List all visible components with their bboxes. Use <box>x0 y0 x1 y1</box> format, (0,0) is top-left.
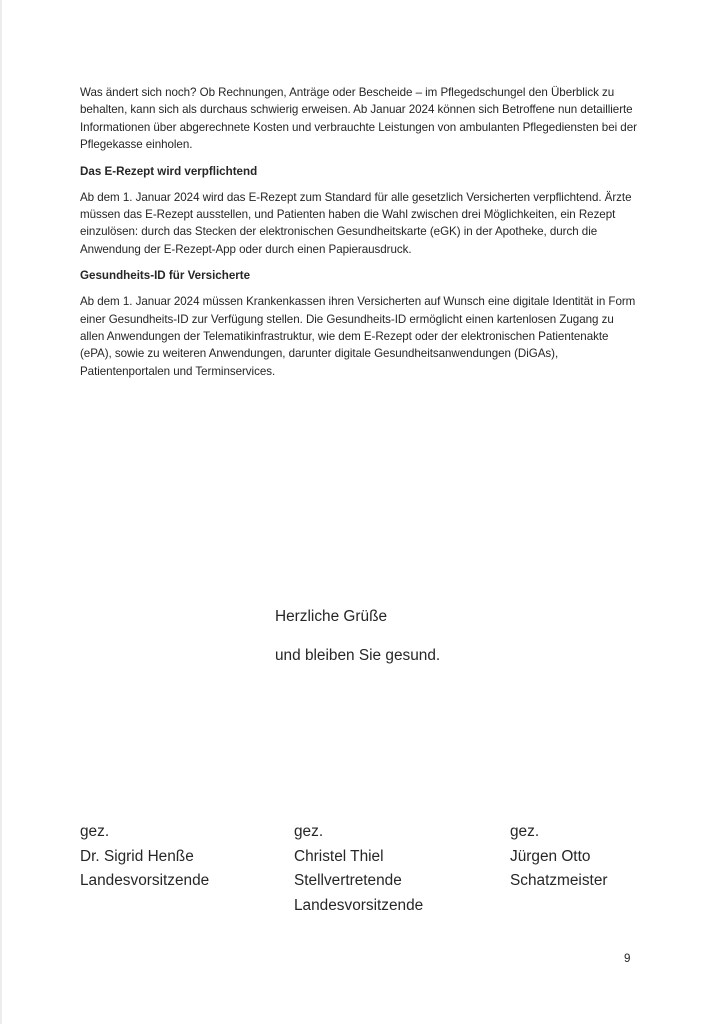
signatory-role: Schatzmeister <box>510 872 608 889</box>
paragraph-care-costs: Was ändert sich noch? Ob Rechnungen, Anträge oder Bescheide – im Pflegedschungel den Überblick zu behalten, kann sich als durchaus schwierig erweisen. Ab Januar 2024 können sich Betroffene nun detaillierte Informationen über abgerechnete Kosten und verbrauchte Leistungen von ambulanten Pflegediensten bei der Pflegekasse einholen. <box>80 86 637 152</box>
signature-block-treasurer <box>510 820 608 894</box>
paragraph-e-rezept: Ab dem 1. Januar 2024 wird das E-Rezept zum Standard für alle gesetzlich Versicherten verpflichtend. Ärzte müssen das E-Rezept ausstellen, und Patienten haben die Wahl zwischen drei Möglichkeiten, ein Rezept einzulösen: durch das Stecken der elektronischen Gesundheitskarte (eGK) in der Apotheke, durch die Anwendung der E-Rezept-App oder durch einen Papierausdruck. <box>80 190 632 256</box>
signature-block-chair <box>80 820 209 894</box>
closing-line-1: Herzliche Grüße <box>275 608 388 625</box>
heading-e-rezept: Das E-Rezept wird verpflichtend <box>80 164 258 178</box>
paragraph-gesundheits-id: Ab dem 1. Januar 2024 müssen Krankenkassen ihren Versicherten auf Wunsch eine digitale Identität in Form einer Gesundheits-ID zur Verfügung stellen. Die Gesundheits-ID ermöglicht einen kartenlosen Zugang zu allen Anwendungen der Telematikinfrastruktur, wie dem E-Rezept oder der elektronischen Patientenakte (ePA), sowie zu weiteren Anwendungen, darunter digitale Gesundheitsanwendungen (DiGAs), Patientenportalen und Terminservices. <box>80 295 636 378</box>
signature-block-deputy <box>294 820 423 918</box>
signature-prefix: gez. <box>510 823 540 840</box>
letter-body <box>80 84 640 389</box>
signatory-name: Dr. Sigrid Henße <box>80 847 194 865</box>
signatory-name: Jürgen Otto <box>510 847 591 865</box>
closing-greeting <box>275 607 440 685</box>
signatory-role: Stellvertretende <box>294 872 402 889</box>
page-number: 9 <box>624 952 631 965</box>
signatory-role: Landesvorsitzende <box>80 872 210 889</box>
signatory-role-line-2: Landesvorsitzende <box>294 896 424 914</box>
signature-prefix: gez. <box>294 823 324 840</box>
signature-prefix: gez. <box>80 823 110 840</box>
page-edge <box>0 0 2 1024</box>
heading-gesundheits-id: Gesundheits-ID für Versicherte <box>80 269 251 283</box>
closing-line-2: und bleiben Sie gesund. <box>275 647 441 664</box>
signatory-name: Christel Thiel <box>294 847 384 865</box>
